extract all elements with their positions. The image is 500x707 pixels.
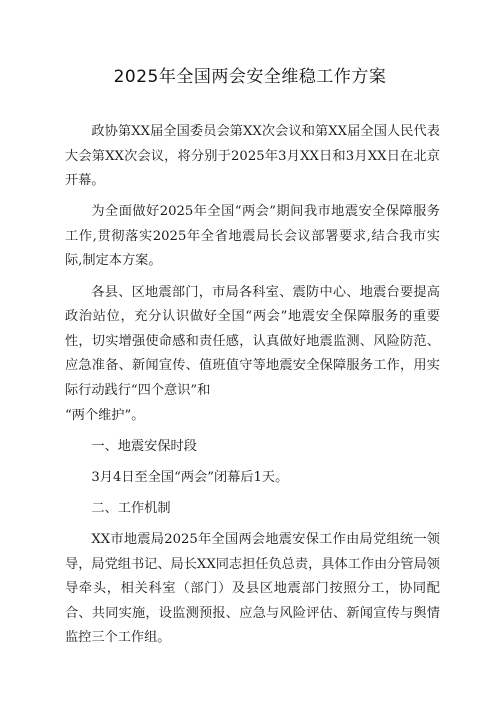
section-heading-period: 一、地震安保时段 — [91, 438, 197, 454]
paragraph-purpose: 为全面做好2025年全国“两会”期间我市地震安全保障服务工作,贯彻落实2025年全省地震局长会议部署要求,结合我市实际,制定本方案。 — [65, 204, 440, 269]
paragraph-requirements-tail: “两个维护”。 — [65, 407, 145, 423]
paragraph-mechanism: XX市地震局2025年全国两会地震安保工作由局党组统一领导，局党组书记、局长XX同志担任负总责，具体工作由分管局领导牵头，相关科室（部门）及县区地震部门按照分工，协同配合、共同实施，设监测预报、应急与风险评估、新闻宣传与舆情监控三个工作组。 — [65, 531, 440, 646]
paragraph-period: 3月4日至全国“两会”闭幕后1天。 — [91, 469, 289, 485]
document-title: 2025年全国两会安全维稳工作方案 — [113, 67, 387, 87]
paragraph-intro: 政协第XX届全国委员会第XX次会议和第XX届全国人民代表大会第XX次会议，将分别于2025年3月XX日和3月XX日在北京开幕。 — [65, 124, 440, 189]
document-body — [65, 120, 440, 657]
paragraph-requirements: 各县、区地震部门，市局各科室、震防中心、地震台要提高政治站位，充分认识做好全国“两会”地震安全保障服务的重要性，切实增强使命感和责任感，认真做好地震监测、风险防范、应急准备、新闻宣传、值班值守等地震安全保障服务工作，用实际行动践行“四个意识”和 — [65, 284, 440, 398]
section-heading-mechanism: 二、工作机制 — [91, 500, 171, 516]
